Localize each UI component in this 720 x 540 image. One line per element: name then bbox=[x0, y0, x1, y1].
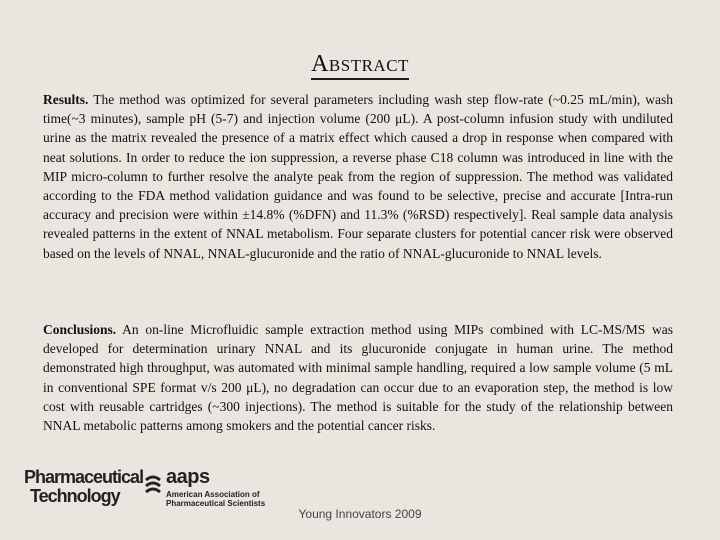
footer-text: Young Innovators 2009 bbox=[298, 507, 422, 521]
results-label: Results. bbox=[43, 92, 89, 107]
conclusions-paragraph bbox=[43, 320, 673, 435]
aaps-subtitle-line2: Pharmaceutical Scientists bbox=[166, 499, 266, 508]
aaps-subtitle-line1: American Association of bbox=[166, 490, 260, 499]
pharmaceutical-technology-logo bbox=[24, 468, 143, 506]
aaps-subtitle bbox=[166, 490, 265, 508]
pharm-logo-line2: Technology bbox=[30, 486, 120, 506]
slide-title-container bbox=[0, 50, 720, 80]
results-text: The method was optimized for several parameters including wash step flow-rate (~0.25 mL/min), wash time(~3 minutes), sample pH (5-7) and injection volume (200 μL). A post-column infusion study with undiluted urine as the matrix revealed the presence of a matrix effect which caused a drop in response when compared with neat solutions. In order to reduce the ion suppression, a reverse phase C18 column was introduced in line with the MIP micro-column to further resolve the analyte peak from the region of suppression. The method was validated according to the FDA method validation guidance and was found to be selective, precise and accurate [Intra-run accuracy and precision were within ±14.8% (%DFN) and 11.3% (%RSD) respectively]. Real sample data analysis revealed patterns in the extent of NNAL metabolism. Four separate clusters for potential cancer risk were observed based on the levels of NNAL, NNAL-glucuronide and the ratio of NNAL-glucuronide to NNAL levels. bbox=[43, 92, 673, 261]
aaps-name: aaps bbox=[166, 466, 210, 488]
slide-title: Abstract bbox=[311, 50, 409, 80]
results-paragraph bbox=[43, 90, 673, 263]
aaps-logo bbox=[144, 468, 294, 512]
conclusions-label: Conclusions. bbox=[43, 322, 117, 337]
aaps-mark-icon bbox=[144, 474, 162, 496]
pharm-logo-line1: Pharmaceutical bbox=[24, 467, 144, 487]
conclusions-text: An on-line Microfluidic sample extraction method using MIPs combined with LC-MS/MS was developed for determination urinary NNAL and its glucuronide conjugate in human urine. The method demonstrated high throughput, was automated with minimal sample handling, required a low sample volume (5 mL in conventional SPE format v/s 200 μL), no degradation can occur due to an evaporation step, the method is low cost with reusable cartridges (~300 injections). The method is suitable for the study of the relationship between NNAL metabolic patterns among smokers and the potential cancer risks. bbox=[43, 322, 673, 434]
